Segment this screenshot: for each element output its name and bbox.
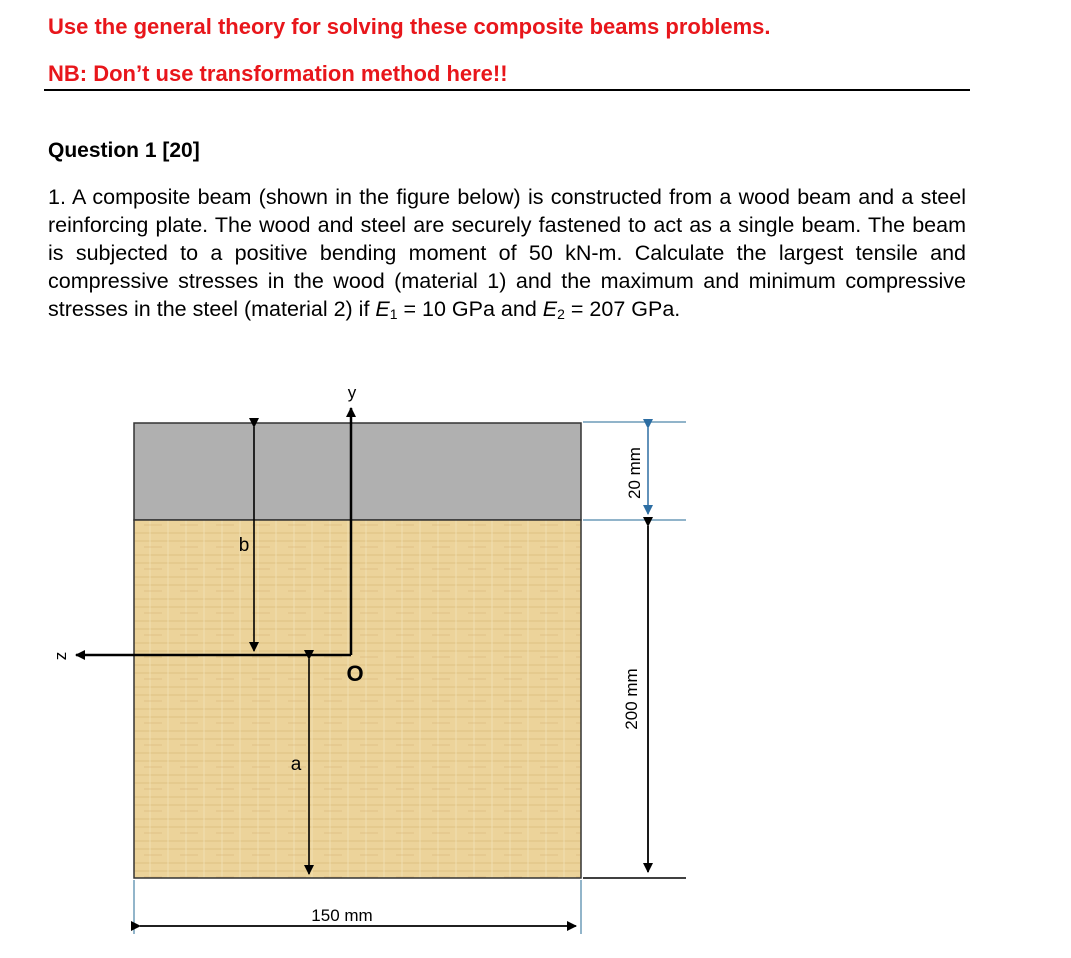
- beam-cross-section-figure: [0, 360, 1071, 958]
- steel-plate: [134, 423, 581, 520]
- steel-thickness-label: 20 mm: [625, 447, 644, 499]
- e2-symbol: E: [542, 297, 558, 321]
- b-label: b: [238, 535, 250, 556]
- wood-height-label: 200 mm: [622, 668, 641, 730]
- question-title: Question 1 [20]: [48, 139, 200, 162]
- width-label: 150 mm: [311, 906, 373, 925]
- a-label: a: [290, 754, 302, 775]
- nb-heading: NB: Don’t use transformation method here!!: [48, 61, 508, 86]
- instruction-heading: Use the general theory for solving these composite beams problems.: [48, 14, 771, 39]
- e2-value: = 207 GPa.: [564, 297, 681, 321]
- header-divider: [44, 89, 970, 91]
- wood-beam: [134, 520, 581, 878]
- e1-symbol: E: [375, 297, 390, 321]
- question-body: [48, 183, 966, 328]
- question-text: 1. A composite beam (shown in the figure below) is constructed from a wood beam and a steel reinforcing plate. The wood and steel are securely fastened to act as a single beam. The beam is subjected to a positive bending moment of 50 kN-m. Calculate the largest tensile and compressive stresses in the wood (material 1) and the maximum and minimum compressive stresses in the steel (material 2) if: [48, 185, 966, 321]
- y-axis-label: y: [347, 383, 357, 402]
- origin-label: O: [346, 661, 364, 686]
- e2-subscript: 2: [557, 306, 565, 322]
- e1-subscript: 1: [389, 306, 398, 322]
- e1-value: = 10 GPa and: [397, 297, 543, 321]
- z-axis-label: z: [51, 651, 70, 661]
